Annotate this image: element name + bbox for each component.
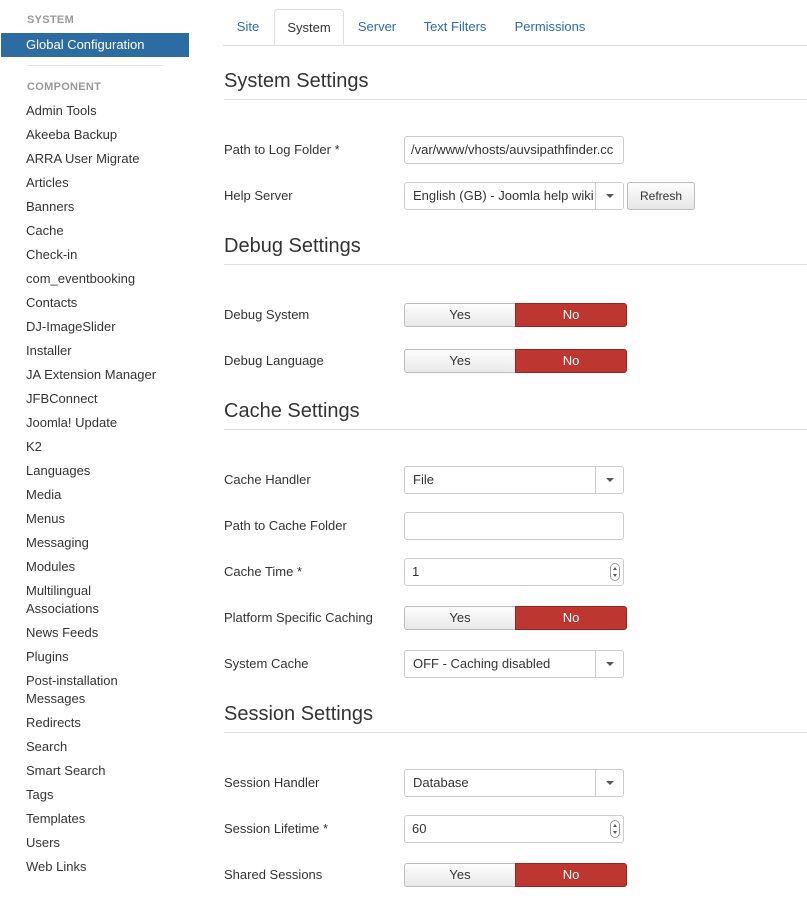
sidebar-item[interactable]: JA Extension Manager: [26, 367, 157, 382]
section-divider: [224, 264, 807, 265]
system-cache-select[interactable]: [404, 650, 624, 678]
sidebar-item[interactable]: Templates: [26, 811, 86, 826]
debug-language-label: Debug Language: [224, 353, 324, 368]
debug-system-toggle: [404, 303, 627, 327]
refresh-button[interactable]: Refresh: [627, 182, 695, 210]
help-server-select[interactable]: [404, 182, 624, 210]
section-title-system: System Settings: [224, 70, 369, 92]
cache-handler-label: Cache Handler: [224, 472, 311, 487]
help-server-value: English (GB) - Joomla help wiki: [413, 188, 594, 203]
log-folder-input[interactable]: /var/www/vhosts/auvsipathfinder.cc: [404, 136, 624, 164]
cache-folder-label: Path to Cache Folder: [224, 518, 347, 533]
tab-server[interactable]: Server: [357, 19, 397, 34]
tab-site[interactable]: Site: [236, 19, 260, 34]
shared-sessions-yes-button[interactable]: Yes: [404, 863, 516, 887]
section-divider: [224, 99, 807, 100]
debug-language-toggle: [404, 349, 627, 373]
cache-handler-select[interactable]: [404, 466, 624, 494]
sidebar-item[interactable]: Plugins: [26, 649, 69, 664]
sidebar-system-heading: SYSTEM: [27, 14, 75, 26]
system-cache-label: System Cache: [224, 656, 309, 671]
tab-text-filters[interactable]: Text Filters: [423, 19, 487, 34]
session-lifetime-input[interactable]: [404, 815, 624, 843]
platform-caching-no-button[interactable]: No: [515, 606, 627, 630]
system-cache-value: OFF - Caching disabled: [413, 656, 551, 671]
debug-language-no-button[interactable]: No: [515, 349, 627, 373]
sidebar-divider: [27, 65, 163, 66]
platform-caching-label: Platform Specific Caching: [224, 610, 373, 625]
cache-time-input[interactable]: [404, 558, 624, 586]
cache-time-label: Cache Time *: [224, 564, 303, 579]
config-tabs: [223, 9, 807, 46]
shared-sessions-no-button[interactable]: No: [515, 863, 627, 887]
sidebar-item[interactable]: Check-in: [26, 247, 78, 262]
sidebar-component-heading: COMPONENT: [27, 81, 102, 93]
sidebar-item[interactable]: ARRA User Migrate: [26, 151, 140, 166]
platform-caching-yes-button[interactable]: Yes: [404, 606, 516, 630]
shared-sessions-toggle: [404, 863, 627, 887]
sidebar-item[interactable]: Cache: [26, 223, 64, 238]
help-server-label: Help Server: [224, 188, 293, 203]
number-spinner-icon[interactable]: [610, 563, 620, 581]
session-handler-value: Database: [413, 775, 469, 790]
sidebar-item[interactable]: Languages: [26, 463, 91, 478]
tab-system[interactable]: System: [274, 9, 344, 45]
sidebar-item[interactable]: Post-installation: [26, 673, 118, 688]
sidebar-item[interactable]: Menus: [26, 511, 66, 526]
chevron-down-icon: [595, 183, 623, 209]
sidebar-item[interactable]: Messaging: [26, 535, 89, 550]
session-lifetime-value: 60: [412, 821, 427, 836]
sidebar-item[interactable]: Joomla! Update: [26, 415, 118, 430]
sidebar-item[interactable]: Media: [26, 487, 62, 502]
number-spinner-icon[interactable]: [610, 820, 620, 838]
section-divider: [224, 732, 807, 733]
sidebar-item[interactable]: Users: [26, 835, 60, 850]
sidebar-item[interactable]: News Feeds: [26, 625, 99, 640]
section-title-session: Session Settings: [224, 703, 373, 725]
sidebar-item[interactable]: Banners: [26, 199, 75, 214]
log-folder-label: Path to Log Folder *: [224, 142, 340, 157]
shared-sessions-label: Shared Sessions: [224, 867, 323, 882]
cache-time-value: 1: [412, 564, 420, 579]
debug-system-no-button[interactable]: No: [515, 303, 627, 327]
cache-folder-input[interactable]: [404, 512, 624, 540]
sidebar-item[interactable]: Smart Search: [26, 763, 106, 778]
sidebar-item[interactable]: JFBConnect: [26, 391, 98, 406]
sidebar-item[interactable]: Associations: [26, 601, 99, 616]
platform-caching-toggle: [404, 606, 627, 630]
sidebar-item[interactable]: Tags: [26, 787, 54, 802]
debug-system-yes-button[interactable]: Yes: [404, 303, 516, 327]
sidebar-item[interactable]: Web Links: [26, 859, 87, 874]
sidebar-item-global-configuration[interactable]: Global Configuration: [1, 33, 189, 57]
cache-handler-value: File: [413, 472, 434, 487]
sidebar-item[interactable]: Admin Tools: [26, 103, 97, 118]
section-divider: [224, 429, 807, 430]
sidebar-item[interactable]: Multilingual: [26, 583, 92, 598]
section-title-debug: Debug Settings: [224, 235, 361, 257]
sidebar-item[interactable]: Messages: [26, 691, 86, 706]
sidebar-item[interactable]: Akeeba Backup: [26, 127, 118, 142]
sidebar-item[interactable]: Installer: [26, 343, 72, 358]
sidebar-item[interactable]: Redirects: [26, 715, 81, 730]
debug-language-yes-button[interactable]: Yes: [404, 349, 516, 373]
session-handler-select[interactable]: [404, 769, 624, 797]
tab-permissions[interactable]: Permissions: [514, 19, 586, 34]
sidebar-item[interactable]: Articles: [26, 175, 69, 190]
session-handler-label: Session Handler: [224, 775, 320, 790]
sidebar-item[interactable]: Contacts: [26, 295, 78, 310]
chevron-down-icon: [595, 651, 623, 677]
sidebar-item[interactable]: com_eventbooking: [26, 271, 136, 286]
chevron-down-icon: [595, 770, 623, 796]
sidebar-item[interactable]: Search: [26, 739, 68, 754]
sidebar-item[interactable]: K2: [26, 439, 42, 454]
chevron-down-icon: [595, 467, 623, 493]
sidebar-item[interactable]: DJ-ImageSlider: [26, 319, 116, 334]
session-lifetime-label: Session Lifetime *: [224, 821, 329, 836]
section-title-cache: Cache Settings: [224, 400, 360, 422]
debug-system-label: Debug System: [224, 307, 310, 322]
sidebar-item[interactable]: Modules: [26, 559, 76, 574]
